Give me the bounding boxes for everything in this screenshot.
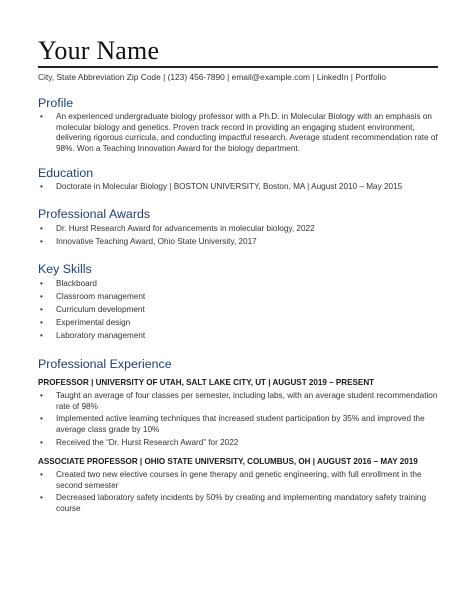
- experience-heading: Professional Experience: [38, 357, 172, 371]
- award-entry: Dr. Hurst Research Award for advancements in molecular biology, 2022: [56, 224, 315, 233]
- job-bullet: Created two new elective courses in gene therapy and genetic engineering, with full enrollment in the second semester: [56, 470, 422, 490]
- award-entry: Innovative Teaching Award, Ohio State University, 2017: [56, 236, 257, 246]
- skill-entry: Classroom management: [56, 291, 146, 301]
- list-item: [38, 391, 438, 412]
- list-item: [38, 224, 438, 235]
- education-entry: Doctorate in Molecular Biology | BOSTON UNIVERSITY, Boston, MA | August 2010 – May 2015: [56, 182, 403, 191]
- job-list-professor: [38, 391, 438, 451]
- list-item: [38, 438, 438, 449]
- education-list: [38, 182, 438, 195]
- candidate-name: Your Name: [38, 36, 160, 65]
- bullet-icon: •: [40, 236, 43, 246]
- list-item: [38, 414, 438, 435]
- profile-summary: An experienced undergraduate biology professor with a Ph.D. in Molecular Biology with an emphasis on molecular biology and genetics. Proven track record in providing an engaging student environment, delivering rigorous curricula, and conducting impactful research. Average student recommendation rate of 98%. Won a Teaching Innovation Award for the biology department.: [56, 112, 438, 153]
- list-item: [38, 470, 438, 491]
- bullet-icon: •: [40, 470, 43, 479]
- profile-heading: Profile: [38, 96, 74, 110]
- awards-heading: Professional Awards: [38, 207, 151, 221]
- bullet-icon: •: [40, 291, 43, 301]
- list-item: [38, 279, 438, 290]
- bullet-icon: •: [40, 224, 43, 233]
- bullet-icon: •: [40, 391, 43, 400]
- bullet-icon: •: [40, 414, 43, 424]
- job-title-professor: PROFESSOR | UNIVERSITY OF UTAH, SALT LAKE CITY, UT | AUGUST 2019 – PRESENT: [38, 378, 375, 387]
- bullet-icon: •: [40, 182, 43, 191]
- skills-list: [38, 279, 438, 343]
- job-bullet: Decreased laboratory safety incidents by 50% by creating and implementing mandatory safety training course: [56, 493, 427, 514]
- bullet-icon: •: [40, 279, 43, 288]
- list-item: [38, 318, 438, 329]
- header-divider: [38, 66, 438, 68]
- skill-entry: Curriculum development: [56, 304, 145, 314]
- list-item: [38, 292, 438, 303]
- education-heading: Education: [38, 166, 94, 180]
- list-item: [38, 112, 438, 154]
- skill-entry: Laboratory management: [56, 330, 146, 340]
- profile-list: [38, 112, 438, 157]
- job-list-associate-professor: [38, 470, 438, 517]
- bullet-icon: •: [40, 112, 43, 121]
- skill-entry: Blackboard: [56, 279, 97, 288]
- bullet-icon: •: [40, 317, 43, 327]
- awards-list: [38, 224, 438, 250]
- contact-line: City, State Abbreviation Zip Code | (123) 456-7890 | email@example.com | LinkedIn | Portfolio: [38, 72, 387, 82]
- list-item: [38, 493, 438, 514]
- bullet-icon: •: [40, 493, 43, 503]
- resume-page: [38, 0, 438, 613]
- job-bullet: Received the “Dr. Hurst Research Award” for 2022: [56, 437, 239, 447]
- bullet-icon: •: [40, 304, 43, 314]
- job-title-associate-professor: ASSOCIATE PROFESSOR | OHIO STATE UNIVERSITY, COLUMBUS, OH | AUGUST 2016 – MAY 2019: [38, 457, 418, 466]
- skills-heading: Key Skills: [38, 262, 92, 276]
- skill-entry: Experimental design: [56, 317, 131, 327]
- list-item: [38, 182, 438, 193]
- bullet-icon: •: [40, 330, 43, 340]
- job-bullet: Implemented active learning techniques that increased student participation by 35% and improved the average class grade by 10%: [56, 414, 425, 435]
- list-item: [38, 305, 438, 316]
- list-item: [38, 237, 438, 248]
- bullet-icon: •: [40, 437, 43, 447]
- job-bullet: Taught an average of four classes per semester, including labs, with an average student recommendation rate of 98%: [56, 391, 438, 411]
- list-item: [38, 331, 438, 342]
